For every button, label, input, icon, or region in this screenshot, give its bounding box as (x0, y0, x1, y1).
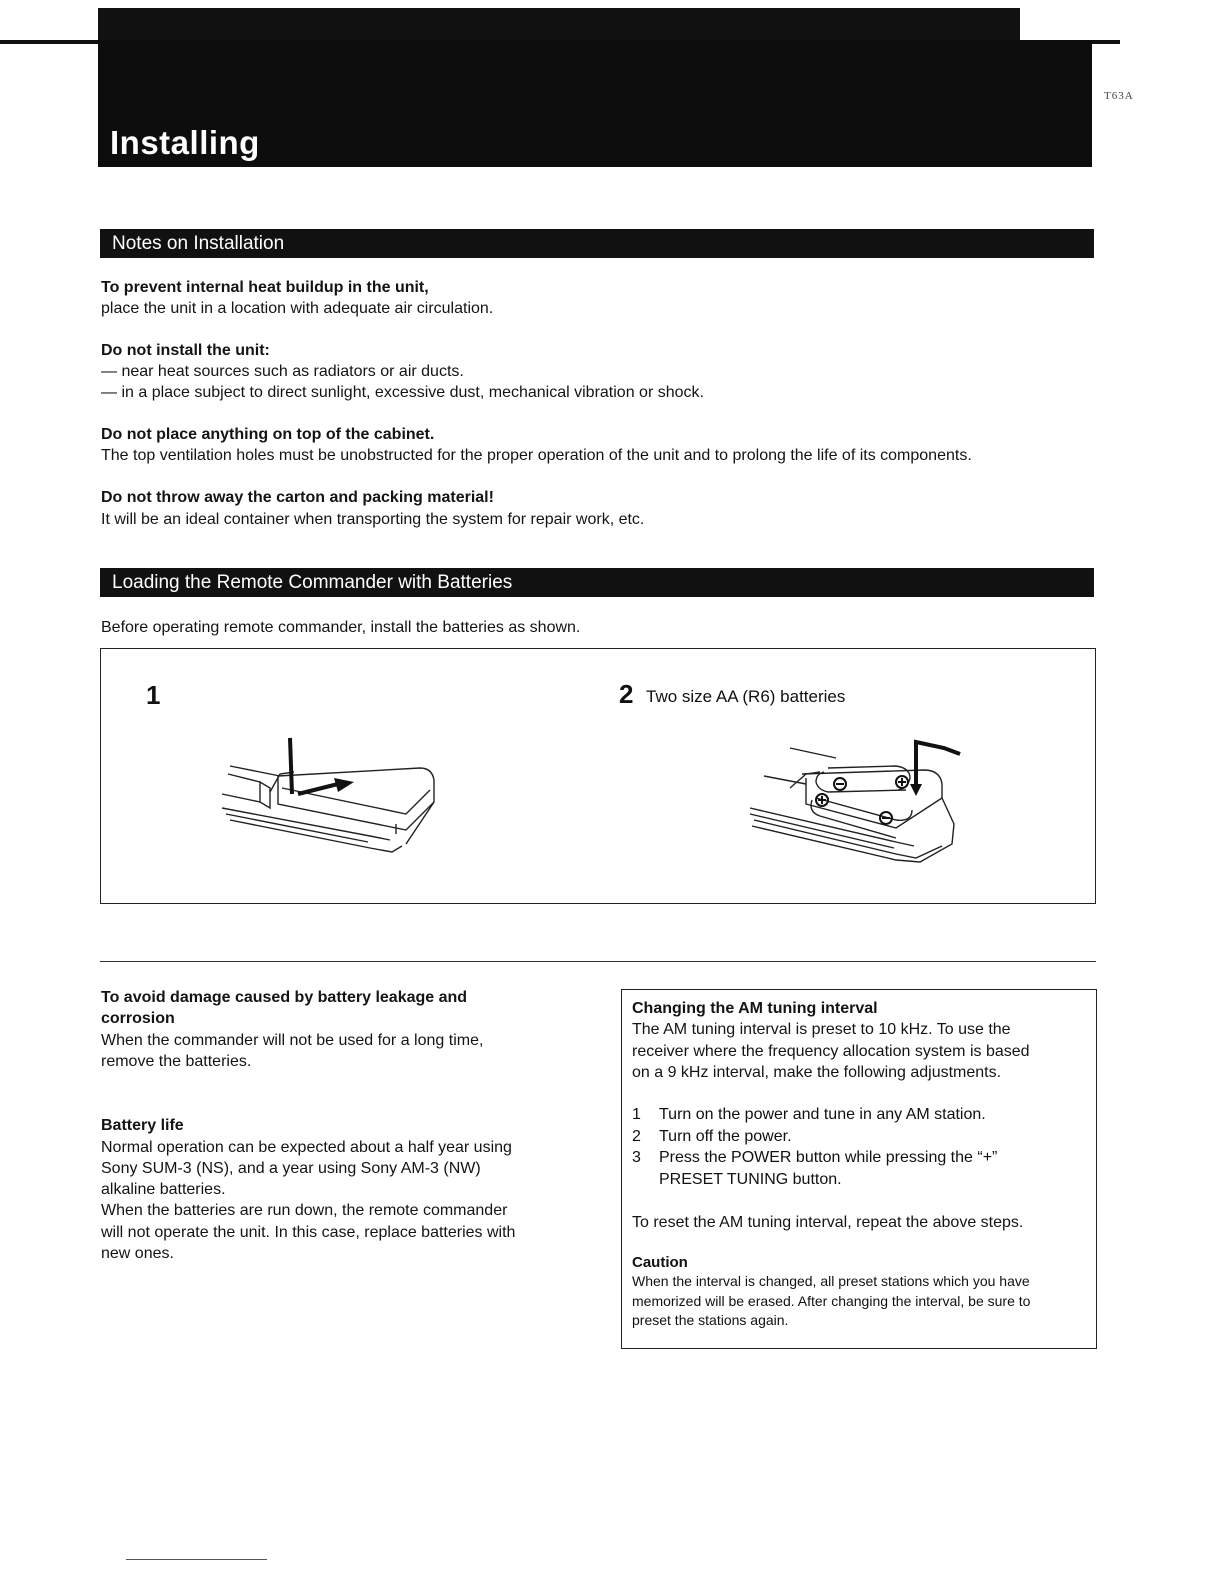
battery-life-line-4: When the batteries are run down, the remote commander (101, 1202, 508, 1219)
notes-section-heading: Notes on Installation (112, 232, 285, 254)
list-item (632, 1104, 997, 1126)
header-strip (98, 8, 1020, 44)
leakage-title-line-1: To avoid damage caused by battery leakage and (101, 989, 468, 1006)
note-2-line-1: — near heat sources such as radiators or air ducts. (101, 363, 464, 380)
leakage-text-line-2: remove the batteries. (101, 1053, 252, 1070)
section-divider (100, 961, 1096, 962)
step-2-caption: Two size AA (R6) batteries (646, 687, 846, 706)
step-number (632, 1169, 659, 1191)
caution-line-2: memorized will be erased. After changing the interval, be sure to (632, 1292, 1031, 1309)
down-arrow-icon (290, 738, 292, 794)
battery-life-line-5: will not operate the unit. In this case, replace batteries with (101, 1224, 516, 1241)
list-item (632, 1169, 997, 1191)
am-steps-list (632, 1104, 997, 1190)
leakage-text-line-1: When the commander will not be used for a long time, (101, 1032, 484, 1049)
step-text: PRESET TUNING button. (659, 1170, 842, 1188)
remote-cover-illustration (220, 728, 450, 858)
page-title: Installing (110, 124, 260, 161)
am-intro-line-3: on a 9 kHz interval, make the following adjustments. (632, 1064, 1002, 1081)
am-interval-title: Changing the AM tuning interval (632, 1000, 878, 1017)
batteries-intro: Before operating remote commander, install the batteries as shown. (101, 619, 581, 636)
battery-life-line-6: new ones. (101, 1245, 174, 1262)
step-1-number: 1 (146, 680, 161, 710)
note-2-title: Do not install the unit: (101, 342, 270, 359)
caution-text (632, 1272, 1092, 1331)
list-item (632, 1126, 997, 1148)
caution-line-3: preset the stations again. (632, 1312, 789, 1328)
caution-line-1: When the interval is changed, all preset stations which you have (632, 1273, 1030, 1289)
note-4-text: It will be an ideal container when transporting the system for repair work, etc. (101, 511, 645, 528)
caution-title: Caution (632, 1254, 688, 1271)
step-number: 2 (632, 1127, 641, 1145)
am-intro-line-2: receiver where the frequency allocation system is based (632, 1043, 1030, 1060)
slide-arrow-icon (298, 784, 338, 794)
leakage-title-line-2: corrosion (101, 1010, 175, 1027)
insert-arrow-icon (916, 742, 960, 790)
note-2-line-2: — in a place subject to direct sunlight, excessive dust, mechanical vibration or shock. (101, 384, 704, 401)
batteries-insertion-illustration (746, 738, 966, 866)
page-code: T63A (1104, 90, 1134, 102)
notes-section-heading-bar (100, 229, 1094, 258)
step-2-number: 2 (619, 679, 634, 709)
note-4-title: Do not throw away the carton and packing material! (101, 489, 494, 506)
step-text: Turn on the power and tune in any AM station. (659, 1106, 986, 1123)
step-text: Turn off the power. (659, 1127, 792, 1145)
battery-life-line-1: Normal operation can be expected about a half year using (101, 1139, 512, 1156)
note-1-title: To prevent internal heat buildup in the unit, (101, 279, 429, 296)
note-1-text: place the unit in a location with adequate air circulation. (101, 300, 494, 317)
note-3-title: Do not place anything on top of the cabinet. (101, 426, 435, 443)
am-reset-note: To reset the AM tuning interval, repeat the above steps. (632, 1214, 1024, 1231)
batteries-section-heading-bar (100, 568, 1094, 597)
list-item (632, 1147, 997, 1169)
batteries-section-heading: Loading the Remote Commander with Batteries (112, 571, 513, 593)
battery-life-title: Battery life (101, 1117, 184, 1134)
note-3-text: The top ventilation holes must be unobstructed for the proper operation of the unit and to prolong the life of its components. (101, 447, 972, 464)
battery-life-line-2: Sony SUM-3 (NS), and a year using Sony AM-3 (NW) (101, 1160, 481, 1177)
am-intro-line-1: The AM tuning interval is preset to 10 kHz. To use the (632, 1021, 1011, 1038)
battery-life-line-3: alkaline batteries. (101, 1181, 226, 1198)
slide-arrowhead-icon (334, 778, 354, 792)
step-number: 3 (632, 1149, 641, 1166)
step-number: 1 (632, 1106, 641, 1123)
footer-rule (126, 1559, 267, 1560)
step-text: Press the POWER button while pressing the “+” (659, 1149, 998, 1166)
